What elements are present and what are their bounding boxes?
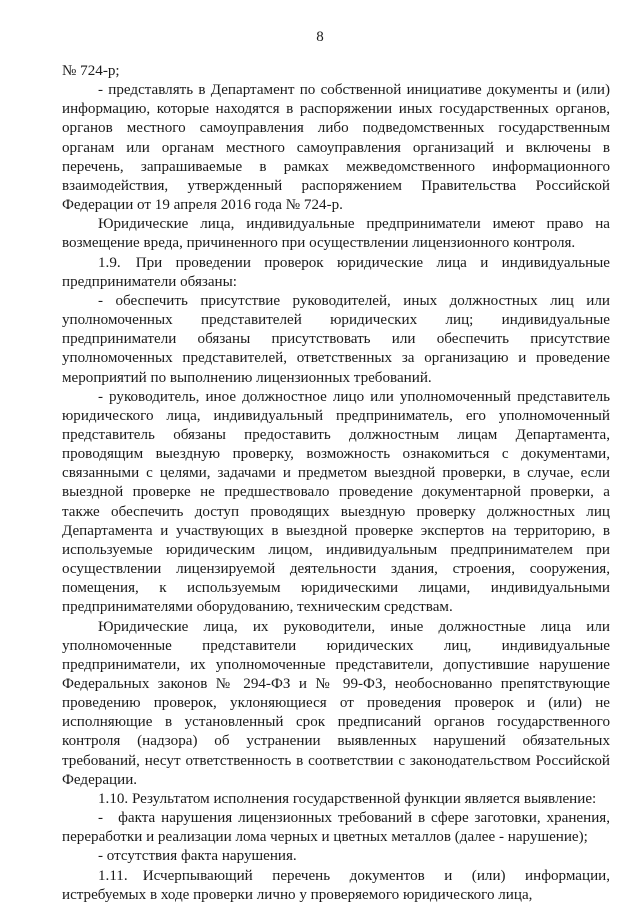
page-number: 8 [316, 29, 324, 45]
paragraph-1-10-result: 1.10. Результатом исполнения государственной функции является выявление: [98, 790, 597, 807]
paragraph-ensure-presence: - обеспечить присутствие руководителей, иных должностных лиц или уполномоченных представителей юридических лиц; индивидуальные предприниматели обязаны присутствовать или обеспечить присутствие уполномоченных представителей, ответственных за организацию и проведение мероприятий по выполнению лицензионных требований. [62, 292, 610, 386]
paragraph-no-violation: - отсутствия факта нарушения. [98, 848, 297, 865]
paragraph-compensation-right: Юридические лица, индивидуальные предприниматели имеют право на возмещение вреда, причиненного при осуществлении лицензионного контроля. [62, 216, 610, 252]
paragraph-order-ref: № 724-р; [62, 63, 120, 79]
document-body [62, 62, 610, 905]
paragraph-1-9-heading: 1.9. При проведении проверок юридические лица и индивидуальные предприниматели обязаны: [62, 254, 610, 290]
paragraph-submit-documents: - представлять в Департамент по собственной инициативе документы и (или) информацию, которые находятся в распоряжении иных государственных органов, органов местного самоуправления либо подведомственных государственным органам или органам местного самоуправления организаций и включены в перечень, запрашиваемые в рамках межведомственного информационного взаимодействия, утвержденный распоряжением Правительства Российской Федерации от 19 апреля 2016 года № 724-р. [62, 82, 610, 214]
paragraph-provide-access: - руководитель, иное должностное лицо или уполномоченный представитель юридического лица, индивидуальный предприниматель, его уполномоченный представитель обязаны предоставить должностным лицам Департамента, проводящим выездную проверку, возможность ознакомиться с документами, связанными с целями, задачами и предметом выездной проверки, в случае, если выездной проверке не предшествовало проведение документарной проверки, а также обеспечить доступ проводящих выездную проверку должностных лиц Департамента и участвующих в выездной проверке экспертов на территорию, в используемые юридическим лицом, индивидуальным предпринимателем при осуществлении лицензируемой деятельности здания, строения, сооружения, помещения, к используемым юридическими лицами, индивидуальными предпринимателями оборудованию, техническим средствам. [62, 388, 610, 616]
paragraph-1-11-list: 1.11. Исчерпывающий перечень документов и (или) информации, истребуемых в ходе проверки лично у проверяемого юридического лица, [62, 867, 610, 903]
paragraph-liability: Юридические лица, их руководители, иные должностные лица или уполномоченные представители юридических лиц, индивидуальные предприниматели, их уполномоченные представители, допустившие нарушение Федеральных законов № 294-ФЗ и № 99-ФЗ, необоснованно препятствующие проведению проверок, уклоняющиеся от проведения проверок и (или) не исполняющие в установленный срок предписаний органов государственного контроля (надзора) об устранении выявленных нарушений обязательных требований, несут ответственность в соответствии с законодательством Российской Федерации. [62, 618, 610, 788]
paragraph-violation-fact: - факта нарушения лицензионных требований в сфере заготовки, хранения, переработки и реализации лома черных и цветных металлов (далее - нарушение); [62, 810, 610, 846]
